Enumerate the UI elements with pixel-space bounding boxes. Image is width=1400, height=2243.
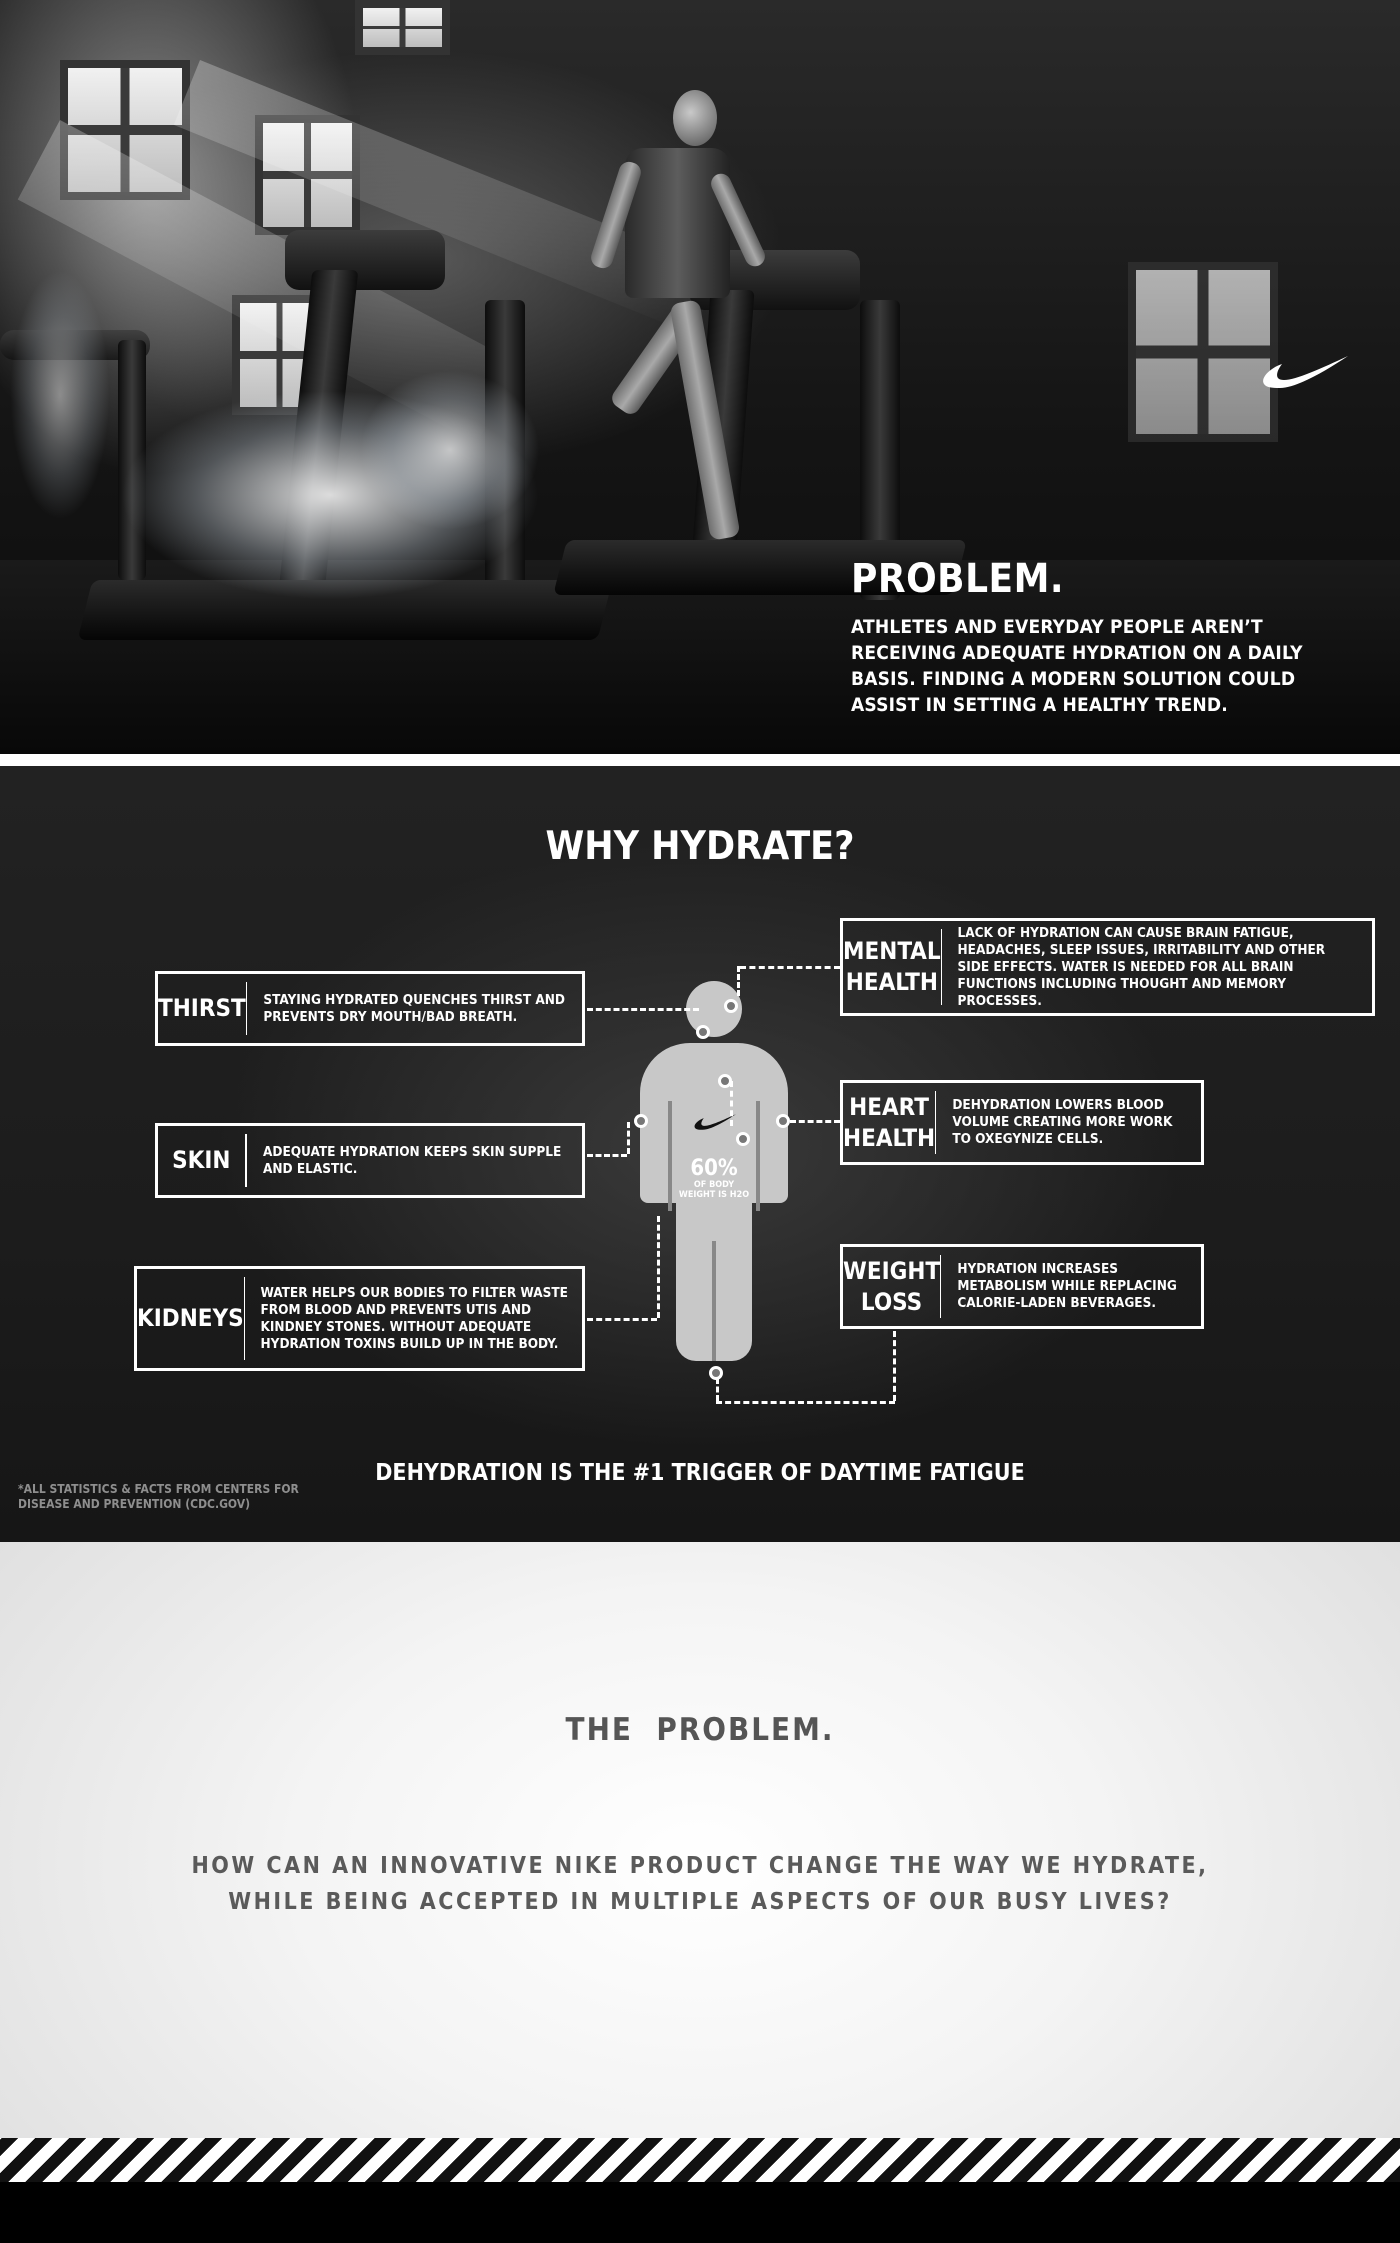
nike-swoosh-icon [1262,350,1348,390]
section-divider [0,754,1400,766]
box-label: WEIGHT LOSS [843,1256,941,1316]
connector-mental [737,966,740,996]
source-note: *ALL STATISTICS & FACTS FROM CENTERS FOR DISEASE AND PREVENTION (CDC.GOV) [18,1482,299,1511]
connector-weight [716,1401,895,1404]
warehouse-window [1128,262,1278,442]
hazard-stripe-border [0,2138,1400,2182]
runner [673,90,717,146]
hero-description: ATHLETES AND EVERYDAY PEOPLE AREN’T RECEIVING ADEQUATE HYDRATION ON A DAILY BASIS. FINDING A MODERN SOLUTION COULD ASSIST IN SETTING A HEALTHY TREND. [851,616,1303,716]
statement-question: HOW CAN AN INNOVATIVE NIKE PRODUCT CHANGE THE WAY WE HYDRATE, WHILE BEING ACCEPTED IN MULTIPLE ASPECTS OF OUR BUSY LIVES? [191,1853,1209,1915]
infographic-title: WHY HYDRATE? [545,824,855,869]
connector-node [709,1366,723,1380]
connector-skin [587,1154,627,1157]
hero-title: PROBLEM. [851,556,1065,602]
hero-section [0,0,1400,754]
connector-heart [790,1120,840,1123]
connector-node [718,1074,732,1088]
connector-thirst [587,1008,699,1011]
connector-heart-inner [730,1081,733,1126]
thirst-box [155,971,585,1046]
body-water-percent: 60% [690,1156,738,1181]
box-label: HEART HEALTH [843,1092,936,1152]
box-label: KIDNEYS [137,1304,244,1332]
connector-mental [740,966,840,969]
box-text: ADEQUATE HYDRATION KEEPS SKIN SUPPLE AND ELASTIC. [262,1143,562,1177]
box-text: LACK OF HYDRATION CAN CAUSE BRAIN FATIGUE, HEADACHES, SLEEP ISSUES, IRRITABILITY AND OTHER SIDE EFFECTS. WATER IS NEEDED FOR ALL BRAIN FUNCTIONS INCLUDING THOUGHT AND MEMORY PROCESSES. [957,924,1326,1009]
bottom-bar [0,2182,1400,2243]
warehouse-window [355,0,450,55]
box-text: HYDRATION INCREASES METABOLISM WHILE REPLACING CALORIE-LADEN BEVERAGES. [957,1261,1177,1311]
box-label: THIRST [158,994,246,1022]
mental-health-box [840,918,1375,1016]
connector-skin [627,1122,630,1154]
water-splash [360,370,540,530]
skin-box [155,1123,585,1198]
box-text: STAYING HYDRATED QUENCHES THIRST AND PREVENTS DRY MOUTH/BAD BREATH. [263,991,566,1025]
connector-weight [893,1331,896,1401]
connector-node [696,1025,710,1039]
connector-kidneys [657,1216,660,1318]
body-water-caption: OF BODY WEIGHT IS H2O [678,1180,750,1200]
connector-node [724,999,738,1013]
why-hydrate-infographic [0,766,1400,1542]
kidneys-box [134,1266,585,1371]
heart-health-box [840,1080,1204,1165]
connector-node [736,1132,750,1146]
box-text: WATER HELPS OUR BODIES TO FILTER WASTE FROM BLOOD AND PREVENTS UTIS AND KINDNEY STONES. WITHOUT ADEQUATE HYDRATION TOXINS BUILD UP IN THE BODY. [260,1284,568,1352]
box-label: MENTAL HEALTH [843,937,941,996]
connector-weight [716,1378,719,1401]
infographic-footer: DEHYDRATION IS THE #1 TRIGGER OF DAYTIME FATIGUE [375,1460,1025,1486]
box-text: DEHYDRATION LOWERS BLOOD VOLUME CREATING MORE WORK TO OXEGYNIZE CELLS. [952,1097,1173,1147]
statement-title: THE PROBLEM. [565,1712,835,1748]
weight-loss-box [840,1244,1204,1329]
connector-node [776,1114,790,1128]
problem-statement-section [0,1542,1400,2138]
box-label: SKIN [172,1146,231,1174]
connector-kidneys [587,1318,657,1321]
connector-node [634,1114,648,1128]
body-water-stat [676,1158,752,1200]
